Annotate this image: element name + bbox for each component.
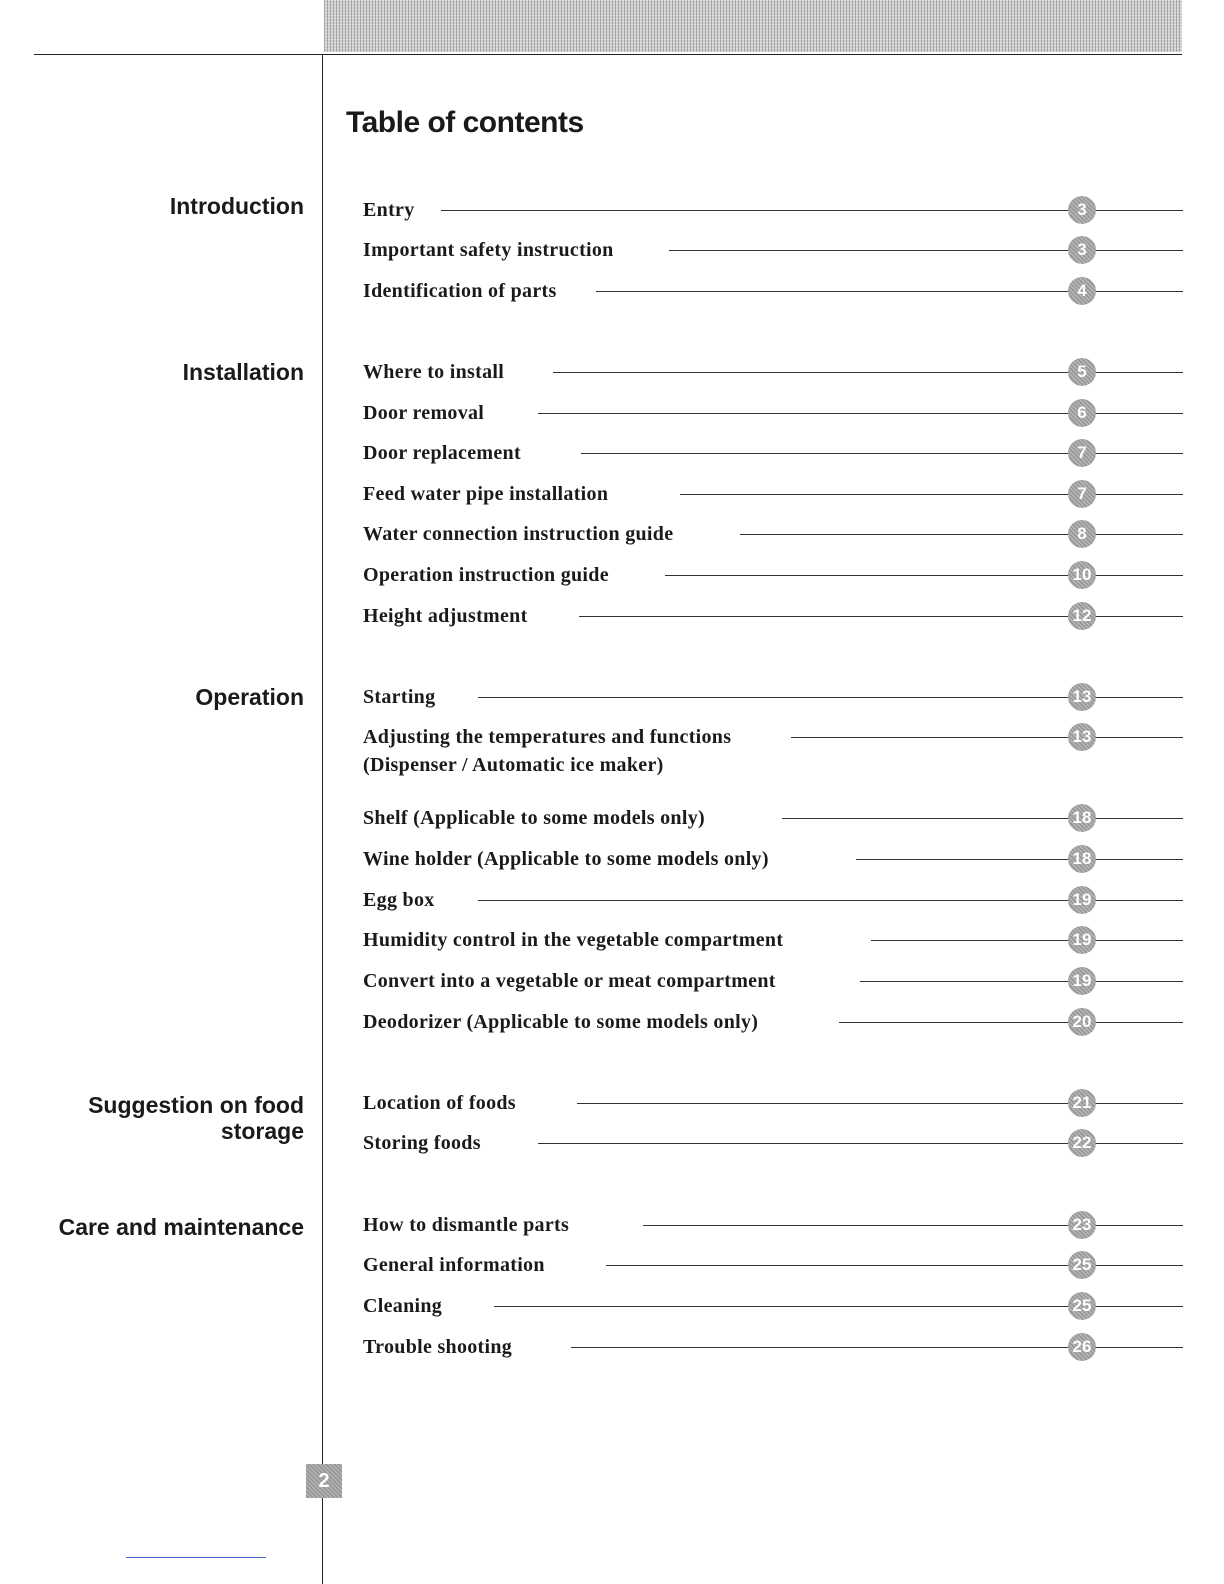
toc-entry-label: General information <box>363 1254 545 1276</box>
toc-entry-label: Entry <box>363 199 415 221</box>
toc-entry-label: Identification of parts <box>363 280 557 302</box>
toc-entry-label: Convert into a vegetable or meat compartment <box>363 970 776 992</box>
toc-entry[interactable] <box>363 439 1183 467</box>
toc-entry[interactable] <box>363 926 1183 954</box>
section-label-introduction: Introduction <box>169 193 304 219</box>
page-number-badge: 10 <box>1068 561 1096 589</box>
page-number-badge: 12 <box>1068 602 1096 630</box>
leader-line <box>643 1225 1183 1226</box>
toc-entry-label: Door replacement <box>363 442 521 464</box>
page-number-badge: 21 <box>1068 1089 1096 1117</box>
toc-entry[interactable] <box>363 967 1183 995</box>
page-number-badge: 19 <box>1068 967 1096 995</box>
page-title: Table of contents <box>346 106 584 139</box>
toc-entry[interactable] <box>363 1089 1183 1117</box>
header-rule <box>34 54 1182 55</box>
page-number-badge: 8 <box>1068 520 1096 548</box>
leader-line <box>740 534 1183 535</box>
page-number-badge: 7 <box>1068 439 1096 467</box>
leader-line <box>782 818 1183 819</box>
toc-entry[interactable] <box>363 602 1183 630</box>
toc-entry[interactable] <box>363 358 1183 386</box>
toc-entry-label: How to dismantle parts <box>363 1214 570 1236</box>
toc-entry[interactable] <box>363 723 1183 776</box>
toc-entry[interactable] <box>363 804 1183 832</box>
leader-line <box>839 1022 1183 1023</box>
page-number-badge: 7 <box>1068 480 1096 508</box>
page-number-badge: 18 <box>1068 804 1096 832</box>
toc-entry[interactable] <box>363 1333 1183 1361</box>
page-number-badge: 26 <box>1068 1333 1096 1361</box>
toc-entry-label: Starting <box>363 686 436 708</box>
page-number-badge: 19 <box>1068 926 1096 954</box>
page-number-badge: 2 <box>306 1464 342 1498</box>
toc-entry[interactable] <box>363 277 1183 305</box>
vertical-rule <box>322 54 323 1584</box>
toc-entry-label: Deodorizer (Applicable to some models only) <box>363 1011 759 1033</box>
toc-entry[interactable] <box>363 520 1183 548</box>
footer-line <box>126 1557 266 1558</box>
page-number-badge: 18 <box>1068 845 1096 873</box>
toc-entry[interactable] <box>363 1292 1183 1320</box>
toc-entry-label: Where to install <box>363 361 505 383</box>
page-number-badge: 25 <box>1068 1251 1096 1279</box>
header-pattern-band <box>324 0 1182 52</box>
leader-line <box>606 1265 1183 1266</box>
leader-line <box>680 494 1183 495</box>
toc-entry-label: Wine holder (Applicable to some models only) <box>363 848 769 870</box>
page-number-badge: 13 <box>1068 723 1096 751</box>
toc-entry-label: Location of foods <box>363 1092 516 1114</box>
page-number-badge: 13 <box>1068 683 1096 711</box>
page-number-badge: 23 <box>1068 1211 1096 1239</box>
toc-entry-label: Shelf (Applicable to some models only) <box>363 807 705 829</box>
leader-line <box>791 737 1183 738</box>
toc-entry[interactable] <box>363 561 1183 589</box>
page-number-badge: 3 <box>1068 236 1096 264</box>
toc-entry[interactable] <box>363 196 1183 224</box>
section-label-care-maintenance: Care and maintenance <box>58 1214 304 1240</box>
toc-entry[interactable] <box>363 845 1183 873</box>
page-number-badge: 4 <box>1068 277 1096 305</box>
toc-entry-label: Important safety instruction <box>363 239 614 261</box>
toc-entry-label: Feed water pipe installation <box>363 483 609 505</box>
toc-entry-label: Humidity control in the vegetable compartment <box>363 929 784 951</box>
toc-entry[interactable] <box>363 1211 1183 1239</box>
toc-entry-label: Trouble shooting <box>363 1336 513 1358</box>
section-label-operation: Operation <box>195 684 304 710</box>
toc-entry-label <box>363 723 731 779</box>
section-label-installation: Installation <box>182 359 304 385</box>
page-number-badge: 6 <box>1068 399 1096 427</box>
leader-line <box>856 859 1183 860</box>
page-number-badge: 22 <box>1068 1129 1096 1157</box>
leader-line <box>871 940 1183 941</box>
page-number-badge: 5 <box>1068 358 1096 386</box>
toc-entry-label: Cleaning <box>363 1295 443 1317</box>
toc-entry[interactable] <box>363 1251 1183 1279</box>
toc-entry-label: Door removal <box>363 402 485 424</box>
toc-entry-label: Operation instruction guide <box>363 564 609 586</box>
toc-entry[interactable] <box>363 1129 1183 1157</box>
leader-line <box>669 250 1183 251</box>
toc-entry-subtitle: (Dispenser / Automatic ice maker) <box>363 754 664 776</box>
toc-entry-title: Adjusting the temperatures and functions <box>363 726 732 748</box>
toc-entry-label: Egg box <box>363 889 435 911</box>
section-label-food-storage: Suggestion on food storage <box>88 1092 304 1144</box>
toc-entry[interactable] <box>363 683 1183 711</box>
page-number-badge: 19 <box>1068 886 1096 914</box>
page-number-badge: 25 <box>1068 1292 1096 1320</box>
toc-entry[interactable] <box>363 236 1183 264</box>
leader-line <box>860 981 1183 982</box>
page-number-badge: 3 <box>1068 196 1096 224</box>
toc-entry[interactable] <box>363 886 1183 914</box>
toc-entry[interactable] <box>363 399 1183 427</box>
toc-entry-label: Storing foods <box>363 1132 481 1154</box>
leader-line <box>665 575 1183 576</box>
toc-entry[interactable] <box>363 1008 1183 1036</box>
toc-entry[interactable] <box>363 480 1183 508</box>
toc-entry-label: Water connection instruction guide <box>363 523 674 545</box>
page-number-badge: 20 <box>1068 1008 1096 1036</box>
toc-entry-label: Height adjustment <box>363 605 528 627</box>
